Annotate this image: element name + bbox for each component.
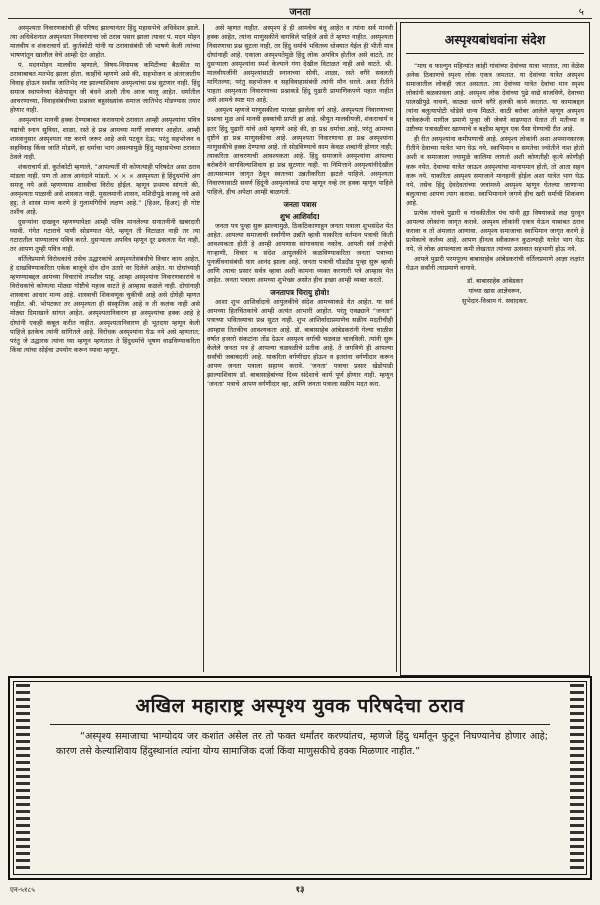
- left-paragraph: वर्तिलेप्रमाणे विरोधकांचे तसेच उद्धारकांचे अस्पृश्यतेसंबंधीचे विचार काय आहेत, हे दाखविण्याकरिता एकेक बाजूचे दोन दोन उतारे वर दिलेले आहेत. या दोघांच्याही म्हणण्याबद्दल आमच्या विचारांचे तपशील पाहू. आम्हा अस्पृश्यांना निवारणकारांचे व विरोधकांचे कोणत्या मोठ्या गोष्टीचे महत्त्व वाटते हे आम्हास कळले नाही. दोघांनाही शास्त्राचा आधार मान्य आहे. शास्त्राची शिकवणूक चुकीची आहे असे दोघेही म्हणत नाहीत. श्री. भोपटकर तर अस्पृश्यता ही संस्कृतिक आहे व ती कलंक नाही असे मोठ्या दिमाखाने सांगत आहेत. अस्पृश्यतानिवारण हा अस्पृश्यांचा हक्क आहे हे दोघांनी एकही कबूल करीत नाहीत. अस्पृश्यतानिवारण ही भूतदया म्हणून केली पाहिजे इतकेच त्यांनी सांगितले आहे. विरोधक अस्पृश्यांना घेऊ नये असे म्हणतात; परंतु जे उद्धारक त्यांना घ्या म्हणून म्हणतात ते हिंदुधर्माचे भूषण वाढविण्याकरिता किंवा त्यांचा सोईचा उपयोग करून घ्यावा म्हणून.: [10, 255, 200, 354]
- signature-block: [406, 276, 584, 306]
- signature-line: सुभेदार-विश्राम गं. सवादकर.: [461, 297, 529, 306]
- resolution-box: [8, 676, 592, 880]
- message-body: [406, 62, 584, 273]
- letter2-paragraph: आशा शुभ आशिर्वादाचे आपुलकीचे संदेश आमच्याकडे येत आहेत. या सर्व आमच्या हितचिंतकांचे आम्ही अत्यंत आभारी आहोत. परंतु एवढ्याने “जनता” पत्राच्या भवितव्याचा प्रश्न सुटत नाही. शुभ आशिर्वादाप्रमाणेच सक्रीय मदतीचीही आम्हास तितकीच आवश्यकता आहे. डॉ. बाबासाहेब आंबेडकरांनी गेल्या चाळीस वर्षात हजारो संकटांना तोंड देऊन अस्पृश्य वर्गाची चळवळ चालविली. त्यांनी सुरू केलेले जनता पत्र हे आपल्या चळवळीचे प्रतीक आहे. ते जगविणे ही आपल्या सर्वांची जबाबदारी आहे. याकरिता वर्गणीदार होऊन व इतरांना वर्गणीदार करून आपण जनता पत्राला सहाय्य करावे. ‘जनता’ पत्राचा प्रसार खेडोपाडी झाल्याशिवाय डॉ. बाबासाहेबांच्या दिव्य संदेशाचे कार्य पूर्ण होणार नाही. म्हणून ‘जनता’ पत्राचे आपण वर्गणीदार व्हा, आणि जनता पत्राला सक्रीय मदत करा.: [207, 298, 393, 388]
- signature-line: डॉ. बाबासाहेब आंबेडकर: [467, 277, 523, 286]
- left-column: [10, 24, 200, 672]
- footer-page-number: १३: [295, 885, 305, 895]
- header-rule: [8, 18, 592, 19]
- left-paragraph: पं. मदनमोहन मालवीय म्हणाले, विषय-नियामक कमिटीच्या बैठकीत या ठरावाबाबत मतभेद झाला होता. काहींचे म्हणणे असे की, सहभोजन व अंतरजातीय विवाह होऊन सर्वांस जातिभेद नष्ट झाल्याशिवाय अस्पृश्यांचा प्रश्न सुटणार नाही. हिंदु समाज स्थापनेच्या वेळेपासून जी बंधने आली तीच आज चालू आहेत. धर्मातील आचरणाच्या, विवाहसंबंधीच्या प्रश्नावर बहुसंख्यांक समाज जातिभेद मोडण्यास तयार होणार नाही.: [10, 61, 200, 115]
- letter-subtitle: शुभ आशिर्वाद!: [279, 211, 321, 221]
- left-paragraph: अस्पृश्यता निवारणकांची ही परिषद झाल्यानंतर हिंदु महासभेचे अधिवेशन झाले. त्या अधिवेशनात अस्पृश्यता निवारणाचा जो ठराव पसार झाला त्यावर पं. मदन मोहन मालवीय व शंकराचार्य डॉ. कुर्तकोटी यांनी या ठरावासंबंधी जी भाषणे केली त्यांच्या भाषणांतून खालील वेचे आम्ही देत आहोत.: [10, 24, 200, 60]
- signature-line: यांच्या खास आज्ञेवरून,: [468, 287, 522, 296]
- masthead-title: जनता: [289, 7, 311, 18]
- middle-paragraph: असे म्हणत नाहीत. अस्पृश्य हे ही आमचेच बंधू आहेत व त्यांना सर्व मानवी हक्क आहेत, त्यांना माणुसकीने वागविले पाहिजे असे ते म्हणत नाहीत. अस्पृश्यता निवारणाचा प्रश्न सुटला नाही, तर हिंदु धर्माचे भवितव्य धोक्यात येईल ही भीती मात्र दोघांनाही आहे. एकाला अस्पृश्यतेमुळे हिंदु लोक अपवित्र होतील असे वाटते, तर दुसऱ्याला अस्पृश्यांना स्पर्श केल्याने गंगा देखील विटाळत नाही असे वाटते. श्री. मालवीयजींनी अस्पृश्यांसाठी स्नानाच्या सोयी, शाळा, रस्ते वगैरे सवलती मागितल्या; परंतु सहभोजन व सहविवाहासंबंधी त्यांनी मौन धरले. अशा रीतीने पाहता अस्पृश्यता निवारणाच्या प्रश्नाकडे हिंदु पुढारी प्रामाणिकपणे पहात नाहीत असे आमचे स्पष्ट मत आहे.: [207, 24, 393, 105]
- letter2-title: जनतापत्र चिरायु होवो!: [270, 288, 330, 298]
- resolution-title: अखिल महाराष्ट्र अस्पृश्य युवक परिषदेचा ठराव: [135, 695, 465, 717]
- message-box: [400, 22, 590, 676]
- resolution-text: “अस्पृश्य समाजाचा भाग्योदय जर कशांत असेल तर तो फक्त धर्मांतर करण्यांतच, म्हणजे हिंदु धर्मांतून फुटून निघण्यानेच होणार आहे; कारण तसे केल्याशिवाय हिंदुस्थानांत त्यांना योग्य सामाजिक दर्जा किंवा माणुसकीचे हक्क मिळणार नाहीत.”: [56, 731, 548, 757]
- middle-column: [207, 24, 393, 672]
- message-paragraph: ही रीत अस्पृश्यांना कमीपणाची आहे. अस्पृश्य लोकांनी अशा अपमानकारक रीतीने देवाच्या यात्रेत भाग घेऊ नये. स्वाभिमान व समतेचा ज्योतीने नाश होतो अशी व समाजाला ज्यामुळे कालिमा लागतो अशी कोणतीही कृत्ये कोणीही करू नयेत. देवाच्या यात्रेत जाऊन अस्पृश्यांचा मानापमान होतो, तो आता सहन करू नये. याकरिता अस्पृश्य समाजाने मानहानी होईल अशा यात्रेत भाग घेऊ नये. तसेच हिंदु देवदेवतांच्या जत्रांमध्ये अस्पृश्य म्हणून घेतल्या जाणाऱ्या बलुत्याचा आपण त्याग करावा. स्वाभिमानाने जगणे हीच खरी धर्माची शिकवण आहे.: [406, 135, 584, 207]
- column-divider: [203, 24, 204, 672]
- print-code: एन-५१८५: [10, 886, 35, 894]
- left-paragraph: दुसऱ्यांना दाखवून म्हणण्यापेक्षा आम्ही पवित्र मानलेल्या सनातनीनी खबरदारी घ्यावी. गंगेत गटाराचे पाणी सोडण्यात येते, म्हणून ती विटाळत नाही तर त्या गटारातील पाण्यालाच पवित्र करते. दुसऱ्याला अपवित्र म्हणून दूर ढकलता येत नाही, तर आपण तुम्ही पवित्र नाही.: [10, 217, 200, 254]
- left-paragraph: शंकराचार्य डॉ. कुर्तकोटी म्हणाले, “आपल्यर्ती मी कोणत्याही परिषदेत असा ठराव मांडला नाही. पण तो आज आनंदाने मांडतो. × × × अस्पृश्यता हे हिंदुधर्माचे अंग समजू नये असे म्हणण्यास शास्त्रीचा विरोध होईल. म्हणून प्रथमच सांगतो की, अस्पृश्यता पाळावी असे शास्त्रात नाही. मुसलमानी शासन, मशिदीपुढे वाजवू नये असे हट्ट; ते शास्त्र मान्य करणे हे गुलामगिरीचे लक्षण आहे.” [हिअर, हिअर] ही गोष्ट तशीच आहे.: [10, 162, 200, 216]
- letter-title: जनता पत्रास: [283, 199, 317, 209]
- message-paragraph: आपले पुढारी परमपूज्य बाबासाहेब आंबेडकरांची वर्तिलप्रमाणे आज्ञा लक्षांत घेऊन सर्वांनी त्याप्रमाणे वागावे.: [406, 254, 584, 273]
- message-paragraph: “माघ व फाल्गुन महिन्यांत कांही गांवांच्या देवांच्या यात्रा भरतात, त्या वेळेस अनेक ठिकाणचे स्पृश्य लोक एकत्र जमतात. या देवांच्या यात्रेत अस्पृश्य समाजातील लोकही जात असतात. त्या देवांच्या यात्रेत देवांचा मान स्पृश्य लोकांनी बळकावला आहे. अस्पृश्य लोक देवांच्या पुढे वाद्ये वाजविणे, देवाच्या पालखीपुढे नाचणे, काठ्या धरणे वगैरे हलकी कामे करतात. या कामाबद्दल त्यांना बलुत्यापोटी थोडेसे धान्य मिळते. काठी बरोबर आलेले म्हणून अस्पृश्य यात्रेकरूंनी मागील प्रमाणे पुन्हा जी जेवणे वाढण्यात येतात ती मतीच्या व उष्टीच्या पत्रावळीवर खाण्याचे व बक्षीस म्हणून एक पैसा घेण्याची रीत आहे.: [406, 62, 584, 134]
- left-paragraph: अस्पृश्यांना मानवी हक्क देण्याबाबत करावयाचे ठरावात आम्ही अस्पृश्यांना पवित्र नद्यांची स्नान सुविधा, शाळा, रस्ते हे प्रश्न आमच्या मार्गी लावणार आहोत. आम्ही शास्त्रानुसार अस्पृश्यता नष्ट करणे जरूर आहे असे पटवून देऊ; परंतु सहभोजन व सहविवाह किंवा जाति मोडणे, हा धर्माचा भाग असल्यामुळे हिंदु महासभेच्या ठरावात ठेवले नाही.: [10, 116, 200, 161]
- page-header: [10, 4, 590, 18]
- message-paragraph: प्रत्येक गांवचे पुढारी व गांवकीतील पंच यांनी ह्या विषयाकडे लक्ष पुरवून आपल्या लोकांना जागृत करावे. अस्पृश्य लोकांनी एकत्र येऊन याबाबत ठराव करावा व तो अंमलात आणावा. अस्पृश्य समाजाचा स्वाभिमान जागृत करणे हे प्रत्येकाचे कर्तव्य आहे. आपण हीनत्व स्वीकारून कुठल्याही यात्रेत भाग घेऊ नये. जे लोक आपल्याला कमी लेखतात त्यांच्या उत्सवात सहभागी होऊ नये.: [406, 208, 584, 253]
- column-divider: [396, 22, 397, 672]
- page-number: ५: [578, 7, 584, 18]
- letter-paragraph: जनता पत्र पुन्हा सुरू झाल्यामुळे, ठिकठिकाणाहून जनता पत्राला शुभसंदेश येत आहेत. आपल्या समाजाची सर्वांगीण उन्नति व्हावी याकरिता वर्तमान पत्राची किती आवश्यकता होती हे आम्ही आपणास सांगावयास नकोच. आपली सर्व तऱ्हेची गाऱ्हाणी, विचार व संदेश आपुलकीने कळविण्याकरिता जनता पत्राच्या पुनर्जीवनासंबंधी फार आनंद झाला आहे. जनता पत्राची घौडदौड पुन्हा सुरू व्हावी आणि त्याचा प्रसार सर्वत्र व्हावा अशी कामना व्यक्त करणारी पत्रे आम्हास येत आहेत. जनता पत्राला आमच्या शुभेच्छा असोत हीच इच्छा आम्ही व्यक्त करतो.: [207, 221, 393, 285]
- message-title: अस्पृश्यबांधवांना संदेश: [406, 31, 584, 54]
- middle-paragraph: अस्पृश्य म्हणजे माणुसकीला पारखा झालेला वर्ग आहे. अस्पृश्यता निवारणाच्या प्रश्नाचा मूळ अर्थ मानवी हक्कांची प्राप्ती हा आहे. श्रीयुत मालवीयजी, शंकराचार्य व इतर हिंदु पुढारी यांचे असे म्हणणे आहे की, हा प्रश्न धर्माचा आहे, परंतु आमच्या दृष्टीने हा प्रश्न माणुसकीचा आहे. अस्पृश्यता निवारणाचा हा प्रश्न अस्पृश्यांना माणुसकीचे हक्क देण्याचा आहे. तो सोडविण्याचे काम केवळ शब्दांनी होणार नाही; त्याकरिता आचरणाची आवश्यकता आहे. हिंदु समाजाने अस्पृश्यांना आपल्या बरोबरीने वागविल्याशिवाय हा प्रश्न सुटणार नाही. या निमित्ताने अस्पृश्यांनीदेखील आत्मसन्मान जागृत ठेवून स्वतःच्या उन्नतीकरिता झटले पाहिजे. अस्पृश्यता निवारणासाठी सवर्ण हिंदूंनी अस्पृश्यांकडे दया म्हणून नव्हे तर हक्क म्हणून पाहिले पाहिजे, हीच अपेक्षा आम्ही बाळगतो.: [207, 106, 393, 196]
- resolution-rule: [50, 724, 550, 725]
